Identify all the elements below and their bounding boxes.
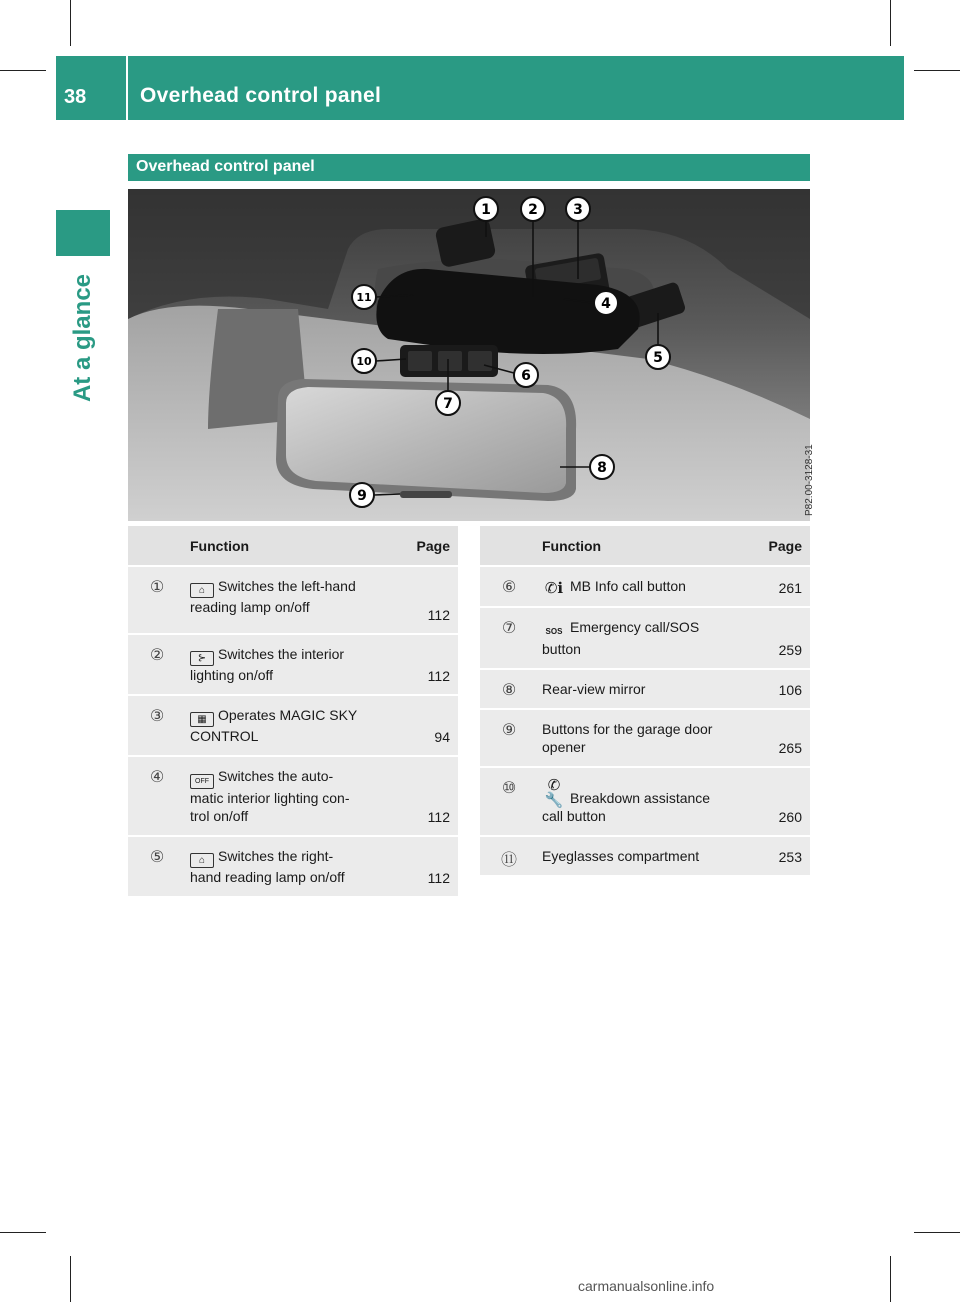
svg-text:2: 2 [528,202,538,218]
item-function: ⊱ Switches the interior lighting on/off [190,646,345,683]
item-function: OFF Switches the auto- matic interior lighting con- trol on/off [190,768,350,824]
reading-lamp-icon: ⌂ [190,853,214,868]
crop-mark [890,0,891,46]
chapter-label: At a glance [69,273,96,403]
item-function: ▦ Operates MAGIC SKY CONTROL [190,707,358,744]
num-header [480,526,538,566]
table-row [128,566,458,634]
item-page: 259 [778,642,802,658]
item-number: ⑨ [501,722,517,739]
item-function: ✆🔧 Breakdown assistance call button [542,777,711,824]
item-number: ⑤ [149,849,165,866]
crop-mark [0,1232,46,1233]
callout-6 [514,363,538,387]
item-function: Rear-view mirror [542,681,646,697]
item-page: 265 [778,740,802,756]
table-header [480,526,810,566]
callout-2 [521,197,545,221]
num-header [128,526,186,566]
item-number: ③ [149,708,165,725]
callout-1 [474,197,498,221]
interior-light-icon: ⊱ [190,651,214,666]
item-page: 260 [778,809,802,825]
crop-mark [914,1232,960,1233]
table-row [480,767,810,836]
item-number: ⑩ [501,780,517,797]
section-header [128,154,810,181]
svg-text:10: 10 [356,355,372,368]
function-table-right [480,526,810,875]
item-function: Eyeglasses compartment [542,848,700,864]
svg-text:5: 5 [653,350,663,366]
table-row [480,566,810,607]
breakdown-call-icon: ✆🔧 [544,777,564,809]
table-row [128,695,458,756]
item-number: ② [149,647,165,664]
item-number: ① [149,579,165,596]
crop-mark [890,1256,891,1302]
svg-text:7: 7 [443,396,453,412]
crop-mark [70,1256,71,1302]
reading-lamp-icon: ⌂ [190,583,214,598]
table-row [480,669,810,709]
item-number: ⑪ [500,852,517,869]
page-header-cell: Page [416,537,450,554]
callout-11 [352,285,376,309]
table-row [480,836,810,875]
item-function: ✆ℹ MB Info call button [538,566,738,607]
item-number: ⑥ [501,579,517,596]
svg-text:4: 4 [601,296,611,312]
crop-mark [914,70,960,71]
item-number: ④ [149,769,165,786]
item-page: 112 [427,809,450,825]
page-header [56,56,904,120]
item-page: 112 [427,870,450,886]
callout-9 [350,483,374,507]
svg-text:6: 6 [521,368,531,384]
callout-5 [646,345,670,369]
item-page: 94 [434,729,450,745]
svg-text:3: 3 [573,202,583,218]
figure-code: P82.00-3128-31 [804,444,815,516]
magic-sky-icon: ▦ [190,712,214,727]
table-row [128,634,458,695]
svg-text:9: 9 [357,488,367,504]
callout-3 [566,197,590,221]
function-header: Function [542,537,602,554]
page-number: 38 [64,86,87,108]
item-function: SOS Emergency call/SOS button [542,619,700,657]
item-number: ⑦ [501,620,517,637]
table-header [128,526,458,566]
info-call-icon: ✆ℹ [544,580,564,597]
crop-mark [0,70,46,71]
item-page: 261 [778,580,802,596]
callout-4 [594,291,618,315]
section-title: Overhead control panel [136,158,315,175]
chapter-tab [56,210,110,256]
item-number: ⑧ [501,682,517,699]
item-function: ⌂ Switches the left-hand reading lamp on/off [190,578,356,615]
item-page: 112 [427,668,450,684]
page-header-cell: Page [768,537,802,554]
item-function: ⌂ Switches the right- hand reading lamp on/off [190,848,345,885]
overhead-panel-photo [128,189,810,521]
callout-10 [352,349,376,373]
callout-8 [590,455,614,479]
callout-7 [436,391,460,415]
item-page: 112 [427,607,450,623]
svg-text:1: 1 [481,202,491,218]
table-row [128,836,458,896]
sos-icon: SOS [545,627,563,636]
svg-text:11: 11 [356,291,372,304]
table-row [128,756,458,836]
item-page: 253 [778,849,802,865]
item-page: 106 [778,682,802,698]
item-function: Buttons for the garage door opener [542,721,713,755]
auto-light-off-icon: OFF [190,774,214,789]
function-table-left [128,526,458,896]
page-title: Overhead control panel [140,84,382,107]
crop-mark [70,0,71,46]
function-header: Function [190,537,250,554]
table-row [480,709,810,767]
header-divider [126,56,128,120]
svg-text:8: 8 [597,460,607,476]
table-row [480,607,810,669]
watermark: carmanualsonline.info [578,1278,715,1294]
